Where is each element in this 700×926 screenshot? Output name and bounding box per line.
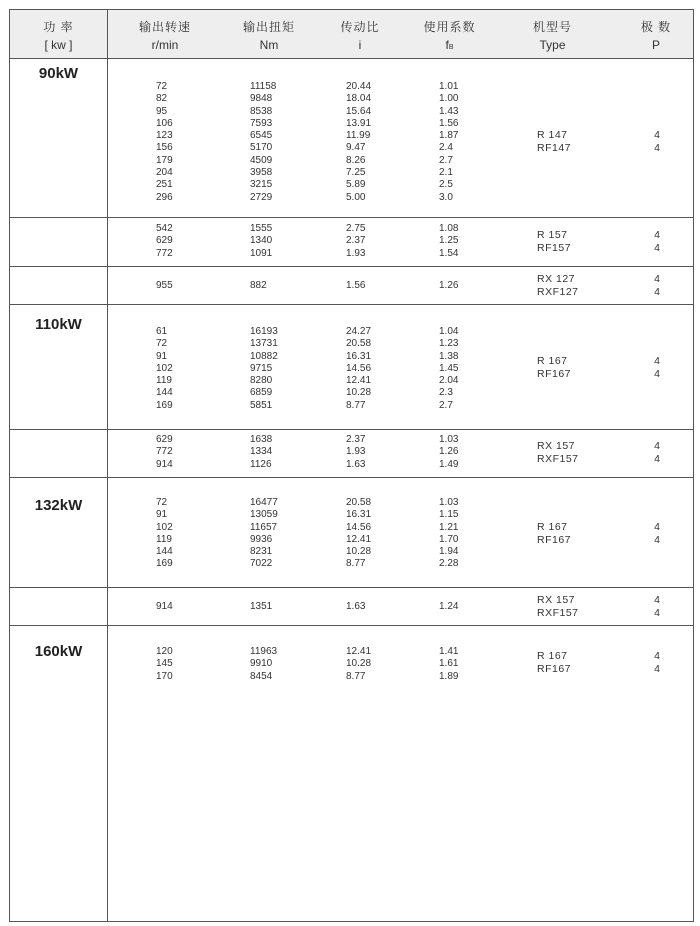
speed-value: 91 [156, 509, 168, 521]
factor-value: 1.26 [439, 280, 459, 291]
factor-value: 1.04 [439, 326, 459, 337]
ratio-value: 18.04 [346, 93, 372, 105]
torque-value: 13731 [250, 338, 278, 350]
ratio-value: 7.25 [346, 167, 366, 179]
factor-value: 1.41 [439, 646, 459, 657]
factor-value: 1.23 [439, 338, 459, 350]
factor-value: 1.94 [439, 546, 459, 558]
speed-value: 72 [156, 338, 168, 350]
speed-value: 95 [156, 105, 168, 117]
ratio-value: 24.27 [346, 326, 372, 337]
factor-value: 1.70 [439, 533, 459, 545]
torque-value: 1638 [250, 434, 273, 445]
speed-value: 169 [156, 399, 173, 411]
ratio-value: 20.58 [346, 497, 372, 508]
ratio-column [346, 223, 365, 260]
poles-cell [649, 355, 665, 381]
speed-value: 91 [156, 350, 168, 362]
type-cell [537, 594, 579, 620]
torque-value: 3958 [250, 167, 273, 179]
torque-column [250, 280, 267, 292]
group-separator [10, 266, 693, 267]
ratio-column [346, 81, 371, 204]
factor-value: 1.49 [439, 458, 459, 470]
factor-value: 1.54 [439, 247, 459, 259]
type-value: RX 157 [537, 594, 576, 606]
ratio-value: 8.77 [346, 558, 366, 570]
torque-value: 8280 [250, 375, 273, 387]
speed-value: 144 [156, 387, 173, 399]
factor-value: 1.24 [439, 601, 459, 612]
group-separator [10, 587, 693, 588]
factor-column [439, 81, 458, 204]
speed-column [156, 280, 173, 292]
type-value: RX 157 [537, 440, 576, 452]
poles-value: 4 [654, 129, 660, 141]
speed-value: 204 [156, 167, 173, 179]
torque-column [250, 81, 276, 204]
poles-value: 4 [654, 607, 660, 619]
poles-cell [649, 129, 665, 155]
factor-value: 1.15 [439, 509, 459, 521]
speed-value: 955 [156, 280, 173, 291]
ratio-value: 1.56 [346, 280, 366, 291]
ratio-value: 1.93 [346, 247, 366, 259]
poles-cell [649, 273, 665, 299]
type-value: R 167 [537, 355, 568, 367]
type-value: RF157 [537, 242, 572, 254]
factor-value: 3.0 [439, 191, 453, 203]
type-value: R 167 [537, 521, 568, 533]
poles-value: 4 [654, 534, 660, 546]
factor-column [439, 223, 458, 260]
speed-column [156, 497, 173, 571]
torque-value: 13059 [250, 509, 278, 521]
torque-value: 8454 [250, 670, 273, 682]
type-value: RXF157 [537, 607, 579, 619]
factor-value: 1.43 [439, 105, 459, 117]
torque-value: 1340 [250, 235, 273, 247]
torque-column [250, 646, 277, 683]
factor-value: 2.3 [439, 387, 453, 399]
spec-table [9, 9, 694, 922]
type-cell [537, 355, 571, 381]
speed-value: 72 [156, 81, 168, 92]
torque-value: 7593 [250, 117, 273, 129]
speed-column [156, 601, 173, 613]
type-cell [537, 521, 571, 547]
ratio-value: 1.63 [346, 458, 366, 470]
type-value: RF167 [537, 534, 572, 546]
poles-cell [649, 440, 665, 466]
factor-value: 1.56 [439, 117, 459, 129]
ratio-value: 10.28 [346, 658, 372, 670]
poles-value: 4 [654, 229, 660, 241]
poles-value: 4 [654, 273, 660, 285]
ratio-value: 2.37 [346, 434, 366, 445]
speed-value: 629 [156, 235, 173, 247]
ratio-column [346, 646, 371, 683]
poles-cell [649, 521, 665, 547]
speed-value: 119 [156, 533, 172, 545]
speed-value: 542 [156, 223, 173, 234]
ratio-value: 16.31 [346, 350, 372, 362]
speed-value: 629 [156, 434, 173, 445]
poles-value: 4 [654, 286, 660, 298]
torque-value: 11657 [250, 521, 278, 533]
poles-value: 4 [654, 142, 660, 154]
ratio-value: 8.77 [346, 670, 366, 682]
speed-value: 102 [156, 362, 173, 374]
group-separator [10, 429, 693, 430]
type-value: RX 127 [537, 273, 576, 285]
torque-value: 16477 [250, 497, 278, 508]
torque-value: 1555 [250, 223, 273, 234]
type-value: RXF127 [537, 286, 579, 298]
type-value: R 157 [537, 229, 568, 241]
speed-value: 106 [156, 117, 173, 129]
ratio-value: 20.58 [346, 338, 372, 350]
torque-value: 8231 [250, 546, 273, 558]
factor-column [439, 434, 458, 471]
speed-value: 123 [156, 130, 173, 142]
ratio-value: 20.44 [346, 81, 372, 92]
factor-column [439, 497, 458, 571]
ratio-column [346, 280, 365, 292]
type-cell [537, 650, 571, 676]
speed-value: 170 [156, 670, 173, 682]
factor-value: 2.1 [439, 167, 453, 179]
column-divider [107, 9, 108, 921]
ratio-column [346, 326, 371, 412]
ratio-value: 13.91 [346, 117, 372, 129]
ratio-value: 5.89 [346, 179, 366, 191]
factor-value: 2.28 [439, 558, 459, 570]
torque-value: 6859 [250, 387, 273, 399]
type-value: RF167 [537, 368, 572, 380]
poles-value: 4 [654, 521, 660, 533]
factor-column [439, 601, 458, 613]
factor-column [439, 646, 458, 683]
speed-value: 772 [156, 446, 173, 458]
torque-value: 2729 [250, 191, 273, 203]
factor-column [439, 280, 458, 292]
ratio-value: 10.28 [346, 387, 372, 399]
factor-value: 2.5 [439, 179, 453, 191]
torque-value: 7022 [250, 558, 273, 570]
factor-value: 1.03 [439, 497, 459, 508]
torque-column [250, 497, 278, 571]
speed-value: 82 [156, 93, 168, 105]
factor-value: 2.7 [439, 154, 453, 166]
ratio-column [346, 497, 371, 571]
factor-value: 1.25 [439, 235, 459, 247]
poles-value: 4 [654, 440, 660, 452]
torque-value: 3215 [250, 179, 273, 191]
torque-value: 5170 [250, 142, 273, 154]
speed-value: 179 [156, 154, 173, 166]
ratio-value: 2.37 [346, 235, 366, 247]
factor-value: 1.00 [439, 93, 459, 105]
poles-value: 4 [654, 355, 660, 367]
speed-value: 772 [156, 247, 173, 259]
torque-value: 9910 [250, 658, 273, 670]
type-value: RXF157 [537, 453, 579, 465]
speed-value: 102 [156, 521, 173, 533]
ratio-value: 8.77 [346, 399, 366, 411]
speed-value: 144 [156, 546, 173, 558]
section-separator [10, 625, 693, 626]
torque-value: 882 [250, 280, 267, 291]
poles-value: 4 [654, 650, 660, 662]
type-value: RF147 [537, 142, 572, 154]
torque-column [250, 434, 272, 471]
torque-value: 1334 [250, 446, 273, 458]
poles-value: 4 [654, 453, 660, 465]
ratio-value: 11.99 [346, 130, 371, 142]
ratio-value: 12.41 [346, 646, 372, 657]
ratio-value: 9.47 [346, 142, 366, 154]
type-value: RF167 [537, 663, 572, 675]
speed-value: 120 [156, 646, 173, 657]
speed-value: 296 [156, 191, 173, 203]
speed-value: 61 [156, 326, 168, 337]
ratio-value: 15.64 [346, 105, 372, 117]
power-label: 160kW [34, 643, 83, 660]
poles-value: 4 [654, 594, 660, 606]
factor-value: 1.26 [439, 446, 459, 458]
type-cell [537, 229, 571, 255]
factor-column [439, 326, 458, 412]
type-value: R 147 [537, 129, 568, 141]
factor-value: 1.61 [439, 658, 459, 670]
torque-value: 8538 [250, 105, 273, 117]
ratio-column [346, 434, 365, 471]
torque-value: 9936 [250, 533, 273, 545]
speed-column [156, 646, 173, 683]
power-label: 110kW [35, 316, 82, 333]
speed-value: 914 [156, 601, 173, 612]
speed-value: 251 [156, 179, 173, 191]
ratio-value: 10.28 [346, 546, 372, 558]
speed-value: 145 [156, 658, 173, 670]
type-cell [537, 129, 571, 155]
torque-value: 16193 [250, 326, 278, 337]
factor-value: 2.4 [439, 142, 453, 154]
factor-value: 1.01 [439, 81, 459, 92]
section-separator [10, 304, 693, 305]
poles-value: 4 [654, 242, 660, 254]
table-header: 功 率 [ kw ] 输出转速 r/min 输出扭矩 Nm 传动比 i 使用系数 fB 机型号 Type 极 数 P [10, 9, 693, 59]
torque-value: 1351 [250, 601, 273, 612]
poles-cell [649, 229, 665, 255]
section-separator [10, 477, 693, 478]
torque-column [250, 326, 278, 412]
ratio-value: 5.00 [346, 191, 366, 203]
torque-value: 11158 [250, 81, 277, 92]
power-label: 132kW [34, 497, 83, 514]
factor-value: 1.45 [439, 362, 459, 374]
type-cell [537, 440, 579, 466]
type-value: R 167 [537, 650, 568, 662]
factor-value: 2.04 [439, 375, 459, 387]
speed-column [156, 434, 173, 471]
torque-value: 1091 [250, 247, 273, 259]
ratio-value: 1.93 [346, 446, 366, 458]
factor-value: 1.21 [439, 521, 459, 533]
torque-column [250, 223, 272, 260]
poles-cell [649, 594, 665, 620]
ratio-value: 12.41 [346, 375, 372, 387]
factor-value: 1.38 [439, 350, 459, 362]
poles-cell [649, 650, 665, 676]
ratio-column [346, 601, 365, 613]
factor-value: 2.7 [439, 399, 453, 411]
factor-value: 1.08 [439, 223, 459, 234]
speed-value: 72 [156, 497, 168, 508]
ratio-value: 1.63 [346, 601, 366, 612]
speed-value: 156 [156, 142, 173, 154]
torque-value: 10882 [250, 350, 278, 362]
poles-value: 4 [654, 368, 660, 380]
type-cell [537, 273, 579, 299]
group-separator [10, 217, 693, 218]
ratio-value: 8.26 [346, 154, 366, 166]
speed-value: 119 [156, 375, 172, 387]
torque-value: 4509 [250, 154, 273, 166]
torque-column [250, 601, 272, 613]
power-label: 90kW [38, 65, 79, 82]
torque-value: 6545 [250, 130, 273, 142]
factor-value: 1.89 [439, 670, 459, 682]
ratio-value: 14.56 [346, 521, 372, 533]
speed-value: 169 [156, 558, 173, 570]
torque-value: 5851 [250, 399, 273, 411]
speed-column [156, 223, 173, 260]
speed-value: 914 [156, 458, 173, 470]
speed-column [156, 326, 173, 412]
factor-value: 1.03 [439, 434, 459, 445]
ratio-value: 2.75 [346, 223, 366, 234]
poles-value: 4 [654, 663, 660, 675]
ratio-value: 16.31 [346, 509, 372, 521]
torque-value: 9848 [250, 93, 273, 105]
factor-value: 1.87 [439, 130, 459, 142]
torque-value: 9715 [250, 362, 273, 374]
ratio-value: 14.56 [346, 362, 372, 374]
torque-value: 11963 [250, 646, 278, 657]
torque-value: 1126 [250, 458, 272, 470]
ratio-value: 12.41 [346, 533, 372, 545]
speed-column [156, 81, 173, 204]
